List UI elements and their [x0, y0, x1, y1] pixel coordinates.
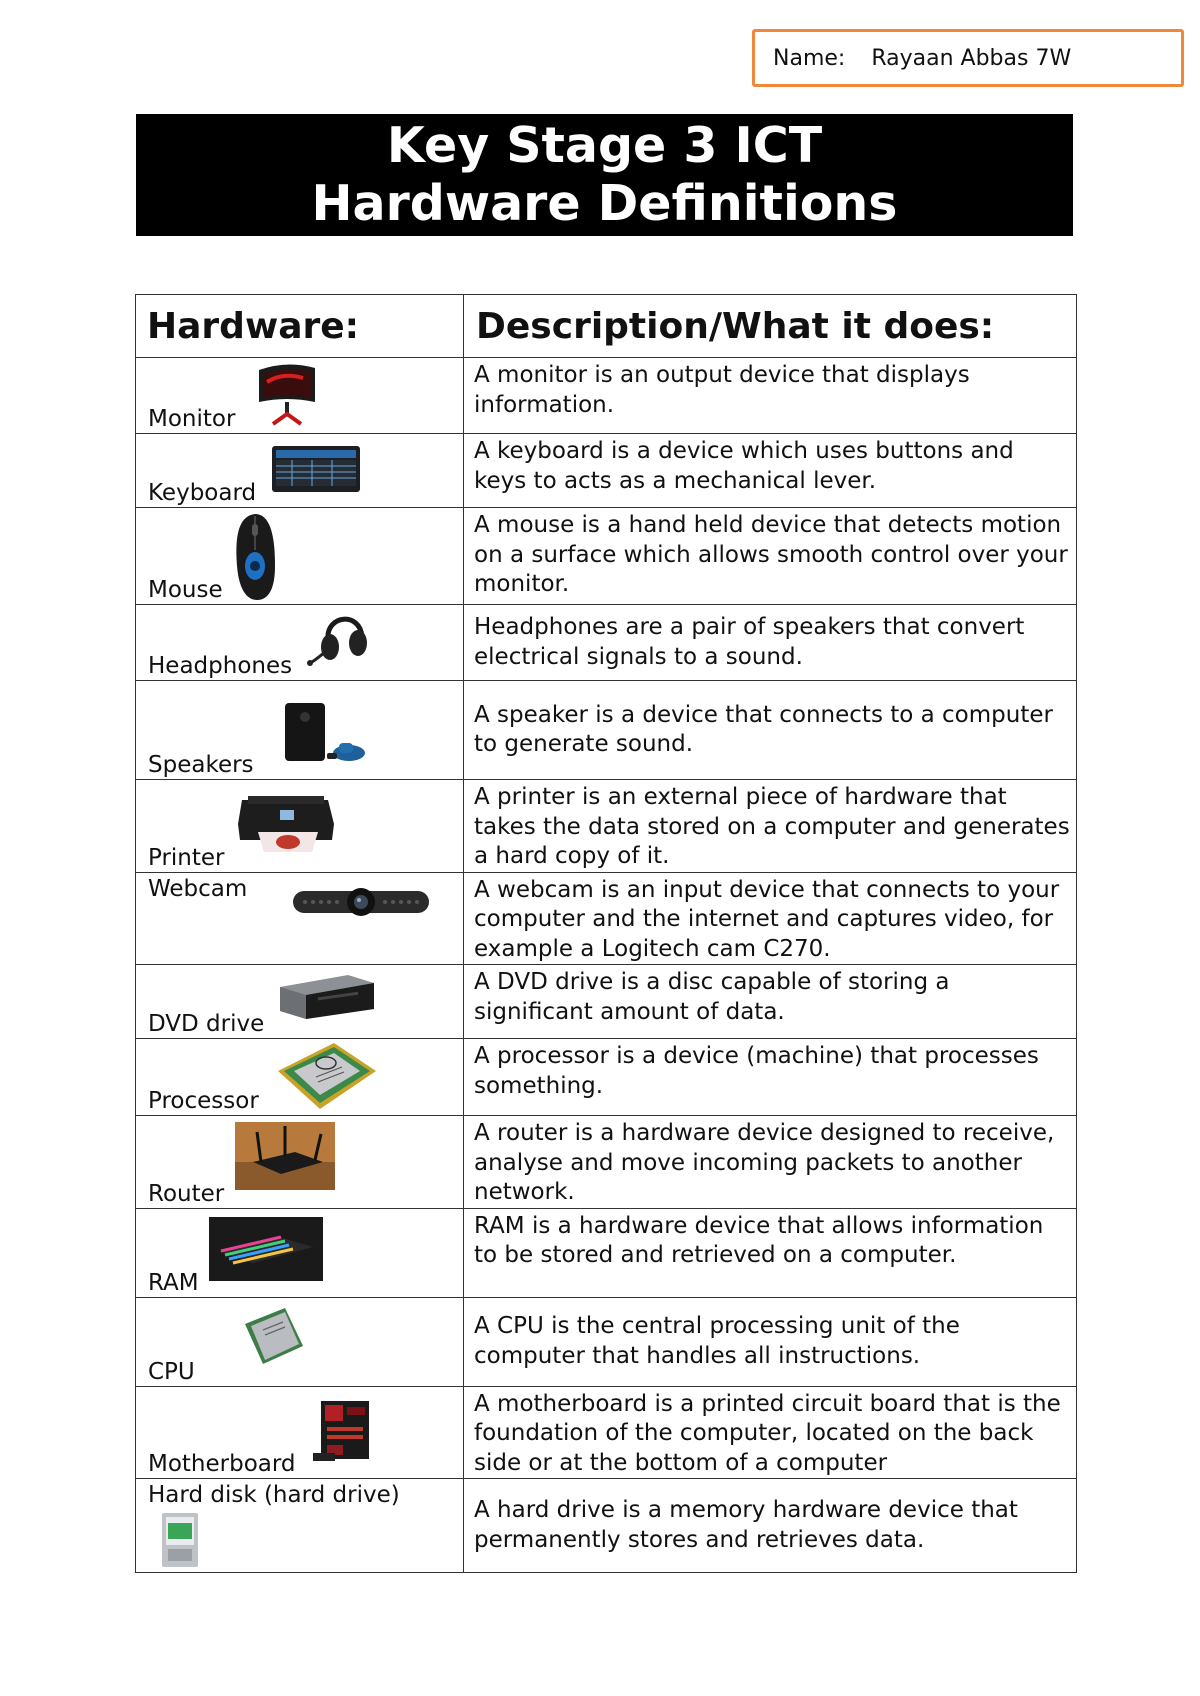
- hardware-label: Mouse: [148, 577, 223, 603]
- student-name: Rayaan Abbas 7W: [871, 45, 1072, 71]
- table-row: [136, 780, 1077, 873]
- hardware-label: Speakers: [148, 752, 254, 778]
- description-cell: A processor is a device (machine) that processes something.: [464, 1039, 1077, 1116]
- hardware-label: Headphones: [148, 653, 293, 679]
- description-cell: A speaker is a device that connects to a computer to generate sound.: [464, 681, 1077, 780]
- hardware-label: Keyboard: [148, 480, 257, 506]
- printer-icon: [236, 790, 336, 852]
- header-description: Description/What it does:: [464, 295, 1077, 358]
- hardware-label: Monitor: [148, 406, 236, 432]
- ram-icon: [209, 1217, 323, 1281]
- hardware-cell: [136, 1297, 464, 1386]
- hardware-label: Webcam: [148, 875, 248, 902]
- table-row: [136, 1208, 1077, 1297]
- description-cell: A router is a hardware device designed to receive, analyse and move incoming packets to another network.: [464, 1116, 1077, 1209]
- speakers-icon: [281, 699, 371, 765]
- title-line-2: Hardware Definitions: [311, 175, 898, 232]
- table-row: [136, 681, 1077, 780]
- router-icon: [235, 1122, 335, 1190]
- hardware-label: DVD drive: [148, 1011, 265, 1037]
- description-cell: Headphones are a pair of speakers that convert electrical signals to a sound.: [464, 605, 1077, 681]
- description-cell: A mouse is a hand held device that detects motion on a surface which allows smooth control over your monitor.: [464, 508, 1077, 605]
- description-cell: A CPU is the central processing unit of the computer that handles all instructions.: [464, 1297, 1077, 1386]
- table-row: [136, 434, 1077, 508]
- hardware-cell: [136, 681, 464, 780]
- page-title: [136, 114, 1073, 236]
- table-row: [136, 965, 1077, 1039]
- title-line-1: Key Stage 3 ICT: [386, 117, 823, 174]
- description-cell: A motherboard is a printed circuit board that is the foundation of the computer, located on the back side or at the bottom of a computer: [464, 1386, 1077, 1479]
- hardware-label: Router: [148, 1180, 225, 1207]
- mouse-icon: [231, 510, 279, 602]
- hardware-cell: [136, 434, 464, 508]
- table-row: [136, 1479, 1077, 1573]
- hardware-cell: [136, 1479, 464, 1573]
- hardware-label: RAM: [148, 1269, 199, 1296]
- webcam-icon: [291, 881, 431, 921]
- dvd-drive-icon: [278, 973, 376, 1021]
- hardware-cell: [136, 605, 464, 681]
- hardware-cell: [136, 508, 464, 605]
- description-cell: A webcam is an input device that connects to your computer and the internet and captures video, for example a Logitech cam C270.: [464, 872, 1077, 965]
- table-row: [136, 508, 1077, 605]
- hard-drive-icon: [160, 1511, 200, 1569]
- table-row: [136, 1039, 1077, 1116]
- description-cell: A DVD drive is a disc capable of storing a significant amount of data.: [464, 965, 1077, 1039]
- description-cell: A hard drive is a memory hardware device that permanently stores and retrieves data.: [464, 1479, 1077, 1573]
- hardware-definitions-table: [135, 294, 1077, 1573]
- table-header-row: [136, 295, 1077, 358]
- hardware-label: Printer: [148, 844, 225, 871]
- headphones-icon: [306, 609, 370, 671]
- hardware-label: CPU: [148, 1358, 195, 1385]
- hardware-cell: [136, 358, 464, 434]
- table-row: [136, 1116, 1077, 1209]
- description-cell: A printer is an external piece of hardware that takes the data stored on a computer and generates a hard copy of it.: [464, 780, 1077, 873]
- motherboard-icon: [313, 1401, 373, 1463]
- hardware-label: Hard disk (hard drive): [148, 1482, 400, 1508]
- hardware-cell: [136, 1208, 464, 1297]
- table-row: [136, 1297, 1077, 1386]
- table-row: [136, 358, 1077, 434]
- description-cell: A monitor is an output device that displays information.: [464, 358, 1077, 434]
- hardware-cell: [136, 965, 464, 1039]
- table-row: [136, 1386, 1077, 1479]
- hardware-cell: [136, 872, 464, 965]
- table-row: [136, 605, 1077, 681]
- hardware-label: Motherboard: [148, 1451, 296, 1477]
- description-cell: A keyboard is a device which uses buttons and keys to acts as a mechanical lever.: [464, 434, 1077, 508]
- hardware-cell: [136, 1386, 464, 1479]
- name-box: [752, 29, 1184, 87]
- keyboard-icon: [272, 444, 360, 494]
- table-row: [136, 872, 1077, 965]
- header-hardware: Hardware:: [136, 295, 464, 358]
- hardware-label: Processor: [148, 1088, 259, 1114]
- cpu-icon: [241, 1304, 307, 1370]
- hardware-cell: [136, 1039, 464, 1116]
- description-cell: RAM is a hardware device that allows information to be stored and retrieved on a computer.: [464, 1208, 1077, 1297]
- hardware-cell: [136, 1116, 464, 1209]
- hardware-cell: [136, 780, 464, 873]
- processor-icon: [272, 1041, 380, 1113]
- name-label: Name:: [773, 45, 846, 71]
- monitor-icon: [253, 362, 319, 428]
